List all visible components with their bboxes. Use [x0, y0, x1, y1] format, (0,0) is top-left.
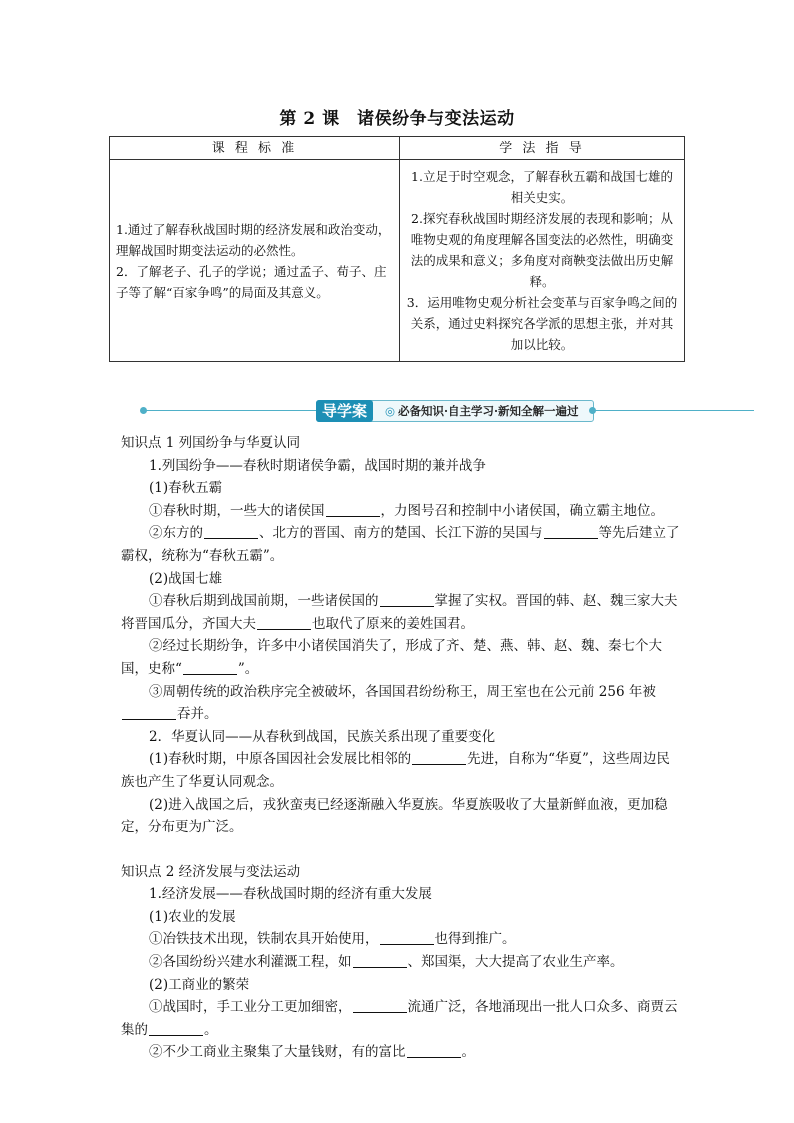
table-row: [110, 160, 685, 362]
answer-blank[interactable]: [544, 524, 598, 539]
sub-heading: (2)工商业的繁荣: [149, 976, 250, 993]
guidance-item: 2.探究春秋战国时期经济发展的表现和影响；从唯物史观的角度理解各国变法的必然性，明确变法的成果和意义；多角度对商鞅变法做出历史解释。: [410, 211, 674, 289]
sub-heading: (2)战国七雄: [149, 570, 223, 587]
bullet-icon: ◎: [385, 404, 396, 418]
banner-dot-icon: [589, 407, 596, 414]
curriculum-standard-cell: [110, 160, 400, 362]
banner-divider: [592, 410, 754, 411]
fill-paragraph: ②经过长期纷争，许多中小诸侯国消失了，形成了齐、楚、燕、韩、赵、魏、秦七个大国，史称“ ”。: [121, 638, 662, 677]
fill-paragraph: ②东方的 、北方的晋国、南方的楚国、长江下游的吴国与 等先后建立了霸权，统称为“春秋五霸”。: [121, 525, 680, 564]
section-heading: 2．华夏认同——从春秋到战国，民族关系出现了重要变化: [149, 728, 496, 745]
answer-blank[interactable]: [407, 1043, 461, 1058]
answer-blank[interactable]: [412, 750, 466, 765]
fill-paragraph: ③周朝传统的政治秩序完全被破坏，各国国君纷纷称王，周王室也在公元前 256 年被吞并。: [121, 681, 681, 726]
answer-blank[interactable]: [122, 705, 176, 720]
fill-paragraph: ①春秋时期，一些大的诸侯国 ，力图号召和控制中小诸侯国，确立霸主地位。: [149, 502, 664, 519]
answer-blank[interactable]: [204, 524, 258, 539]
lesson-title: 第 2 课 诸侯纷争与变法运动: [279, 109, 515, 129]
knowledge-heading: 知识点 2 经济发展与变法运动: [121, 863, 301, 880]
answer-blank[interactable]: [353, 998, 407, 1013]
fill-paragraph: ②各国纷纷兴建水利灌溉工程，如 、郑国渠，大大提高了农业生产率。: [149, 954, 624, 971]
sub-heading: (1)春秋五霸: [149, 480, 223, 497]
sub-heading: (1)农业的发展: [149, 908, 236, 925]
header-curriculum-standard: 课 程 标 准: [110, 137, 400, 160]
answer-blank[interactable]: [353, 953, 407, 968]
header-study-guidance: 学 法 指 导: [400, 137, 685, 160]
fill-paragraph: (1)春秋时期，中原各国因社会发展比相邻的 先进，自称为“华夏”，这些周边民族也产生了华夏认同观念。: [121, 751, 670, 790]
fill-paragraph: ②不少工商业主聚集了大量钱财，有的富比 。: [149, 1044, 475, 1061]
banner-subtitle: 必备知识·自主学习·新知全解一遍过: [398, 404, 579, 418]
banner-tag: 导学案: [316, 400, 373, 422]
curriculum-table: [109, 136, 685, 362]
answer-blank[interactable]: [183, 660, 237, 675]
guidance-item: 3．运用唯物史观分析社会变革与百家争鸣之间的关系，通过史料探究各学派的思想主张，并对其加以比较。: [406, 295, 678, 352]
guidance-item: 1.立足于时空观念，了解春秋五霸和战国七雄的相关史实。: [411, 169, 673, 205]
fill-paragraph: ①战国时，手工业分工更加细密， 流通广泛，各地涌现出一批人口众多、商贾云集的 。: [121, 999, 678, 1038]
section-heading: 1.经济发展——春秋战国时期的经济有重大发展: [149, 886, 432, 903]
guide-banner: [140, 399, 754, 421]
standard-item: 2．了解老子、孔子的学说；通过孟子、荀子、庄子等了解“百家争鸣”的局面及其意义。: [116, 263, 387, 300]
guide-content: [121, 432, 681, 1064]
banner-divider: [146, 410, 316, 411]
table-header-row: [110, 137, 685, 160]
answer-blank[interactable]: [326, 502, 380, 517]
paragraph: (2)进入战国之后，戎狄蛮夷已经逐渐融入华夏族。华夏族吸收了大量新鲜血液，更加稳定，分布更为广泛。: [121, 796, 668, 836]
fill-paragraph: ①春秋后期到战国前期，一些诸侯国的 掌握了实权。晋国的韩、赵、魏三家大夫将晋国瓜分，齐国大夫 也取代了原来的姜姓国君。: [121, 593, 678, 632]
answer-blank[interactable]: [149, 1021, 203, 1036]
section-heading: 1.列国纷争——春秋时期诸侯争霸，战国时期的兼并战争: [149, 457, 486, 474]
standard-item: 1.通过了解春秋战国时期的经济发展和政治变动，理解战国时期变法运动的必然性。: [116, 221, 391, 258]
knowledge-heading: 知识点 1 列国纷争与华夏认同: [121, 435, 301, 451]
study-guidance-cell: [400, 160, 685, 362]
answer-blank[interactable]: [257, 615, 311, 630]
answer-blank[interactable]: [380, 930, 434, 945]
fill-paragraph: ①冶铁技术出现，铁制农具开始使用， 也得到推广。: [149, 931, 516, 948]
banner-box: [316, 400, 594, 422]
answer-blank[interactable]: [380, 592, 434, 607]
